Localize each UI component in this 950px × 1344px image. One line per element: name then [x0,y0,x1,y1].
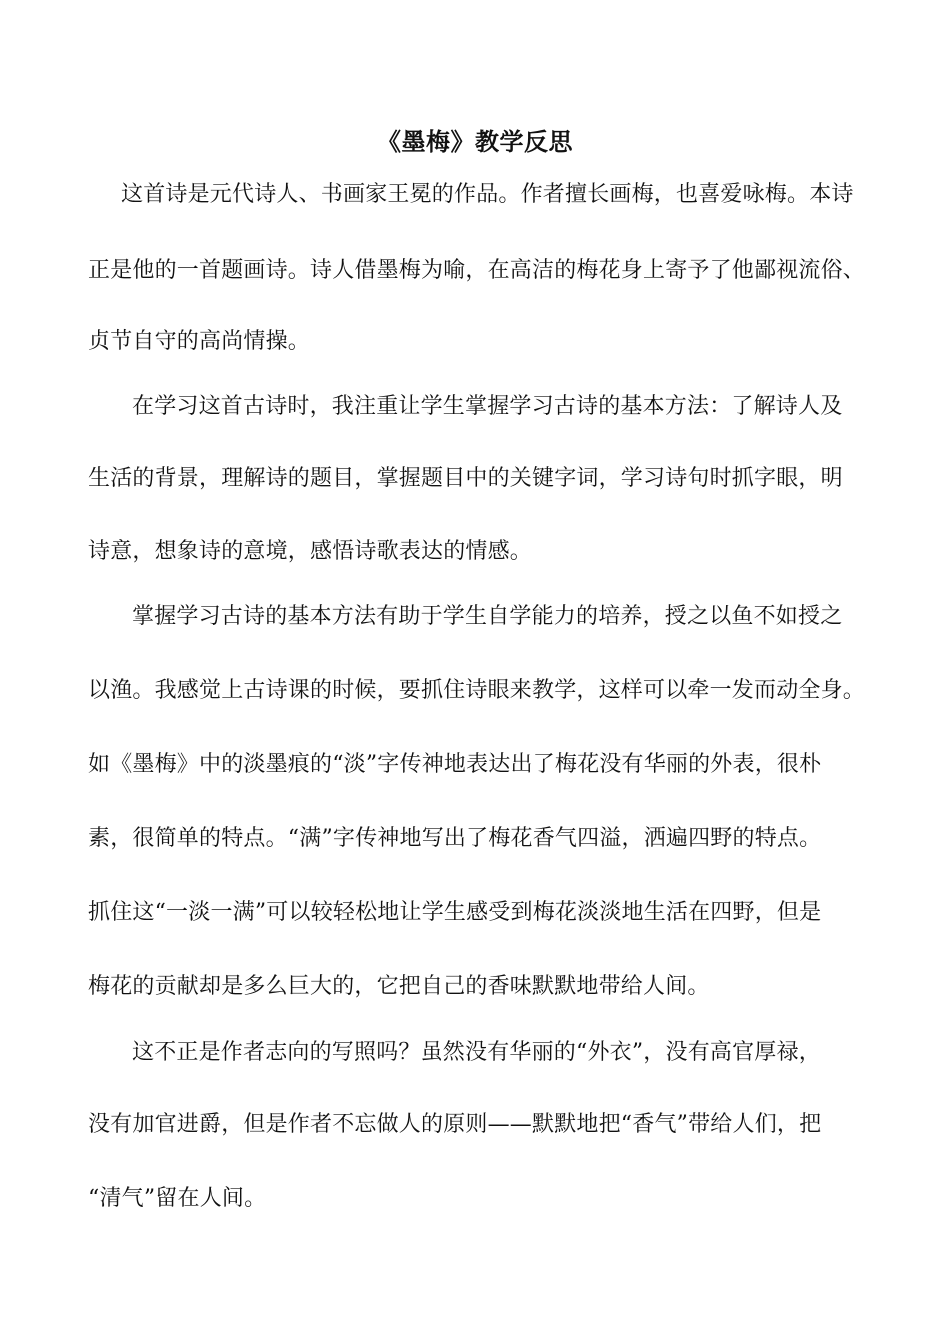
paragraph-line: 生活的背景，理解诗的题目，掌握题目中的关键字词，学习诗句时抓字眼，明 [88,466,843,491]
paragraph-line: 抓住这“一淡一满”可以较轻松地让学生感受到梅花淡淡地生活在四野，但是 [88,900,822,925]
paragraph-line: 这首诗是元代诗人、书画家王冕的作品。作者擅长画梅，也喜爱咏梅。本诗 [121,182,854,207]
document-title: 《墨梅》教学反思 [377,127,573,156]
paragraph-line: 素，很简单的特点。“满”字传神地写出了梅花香气四溢，洒遍四野的特点。 [88,826,822,851]
paragraph-line: 在学习这首古诗时，我注重让学生掌握学习古诗的基本方法：了解诗人及 [132,394,843,419]
paragraph-line: 如《墨梅》中的淡墨痕的“淡”字传神地表达出了梅花没有华丽的外表，很朴 [88,752,822,777]
paragraph-line: 掌握学习古诗的基本方法有助于学生自学能力的培养，授之以鱼不如授之 [132,604,843,629]
paragraph-line: 没有加官进爵，但是作者不忘做人的原则——默默地把“香气”带给人们，把 [88,1112,822,1137]
paragraph-line: 正是他的一首题画诗。诗人借墨梅为喻，在高洁的梅花身上寄予了他鄙视流俗、 [88,258,866,283]
paragraph-line: 贞节自守的高尚情操。 [88,329,311,354]
paragraph-line: 诗意，想象诗的意境，感悟诗歌表达的情感。 [88,539,533,564]
paragraph-line: 这不正是作者志向的写照吗？虽然没有华丽的“外衣”，没有高官厚禄， [132,1040,821,1065]
paragraph-line: “清气”留在人间。 [88,1186,267,1211]
paragraph-line: 梅花的贡献却是多么巨大的，它把自己的香味默默地带给人间。 [88,974,710,999]
paragraph-line: 以渔。我感觉上古诗课的时候，要抓住诗眼来教学，这样可以牵一发而动全身。 [88,678,866,703]
